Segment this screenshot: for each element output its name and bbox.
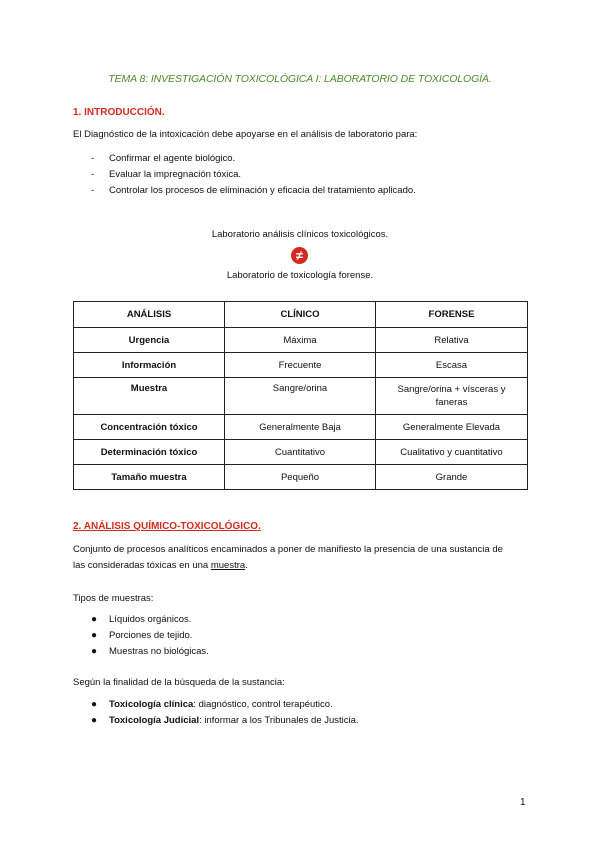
- list-item: - Controlar los procesos de eliminación y eficacia del tratamiento aplicado.: [91, 184, 416, 196]
- table-row: [74, 440, 528, 465]
- bullet-icon: ●: [91, 629, 98, 641]
- comparison-table: [73, 301, 528, 490]
- sample-types-list: [91, 611, 209, 659]
- table-cell: Pequeño: [225, 465, 376, 490]
- table-cell: Generalmente Baja: [225, 415, 376, 440]
- table-row-label: Urgencia: [74, 328, 225, 353]
- list-item: - Evaluar la impregnación tóxica.: [91, 168, 242, 180]
- table-header-cell: CLÍNICO: [225, 302, 376, 328]
- table-header-cell: FORENSE: [376, 302, 528, 328]
- sample-types-label: Tipos de muestras:: [73, 593, 154, 604]
- bullet-icon: ●: [91, 645, 98, 657]
- list-item: ● Líquidos orgánicos.: [91, 613, 192, 625]
- lab-clinical-label: Laboratorio análisis clínicos toxicológicos.: [211, 229, 389, 240]
- purpose-list: [91, 696, 359, 728]
- not-equal-icon: ≠: [291, 247, 308, 264]
- list-item: ● Toxicología Judicial : informar a los Tribunales de Justicia.: [91, 714, 359, 726]
- list-item: ● Porciones de tejido.: [91, 629, 193, 641]
- definition-paragraph: Conjunto de procesos analíticos encaminados a poner de manifiesto la presencia de una sustancia de las consideradas tóxicas en una muestra.: [73, 544, 503, 571]
- list-item: ● Toxicología clínica : diagnóstico, control terapéutico.: [91, 698, 333, 710]
- table-row-label: Determinación tóxico: [74, 440, 225, 465]
- list-item: - Confirmar el agente biológico.: [91, 152, 236, 164]
- table-cell: Escasa: [376, 353, 528, 378]
- table-row: [74, 353, 528, 378]
- page-title: TEMA 8: INVESTIGACIÓN TOXICOLÓGICA I: LABORATORIO DE TOXICOLOGÍA.: [108, 73, 492, 85]
- page-number: 1: [520, 797, 526, 808]
- table-row: [74, 328, 528, 353]
- table-row: [74, 465, 528, 490]
- lab-forensic-label: Laboratorio de toxicología forense.: [226, 270, 374, 281]
- bullet-icon: ●: [91, 714, 98, 726]
- table-cell: Máxima: [225, 328, 376, 353]
- table-cell: Cuantitativo: [225, 440, 376, 465]
- section-heading-introduccion: 1. INTRODUCCIÓN.: [73, 107, 165, 118]
- table-header-cell: ANÁLISIS: [74, 302, 225, 328]
- bullet-icon: ●: [91, 698, 98, 710]
- table-cell: Sangre/orina: [225, 378, 376, 415]
- table-row: [74, 415, 528, 440]
- list-item: ● Muestras no biológicas.: [91, 645, 209, 657]
- table-row-label: Muestra: [74, 378, 225, 415]
- table-cell: Relativa: [376, 328, 528, 353]
- table-row-label: Concentración tóxico: [74, 415, 225, 440]
- table-cell: Frecuente: [225, 353, 376, 378]
- muestra-link[interactable]: muestra: [210, 560, 246, 571]
- table-cell: Cualitativo y cuantitativo: [376, 440, 528, 465]
- table-cell: Grande: [376, 465, 528, 490]
- table-header-row: [74, 302, 528, 328]
- table-row: [74, 378, 528, 415]
- table-cell: Generalmente Elevada: [376, 415, 528, 440]
- objectives-list: [91, 150, 416, 198]
- table-row-label: Tamaño muestra: [74, 465, 225, 490]
- purpose-label: Según la finalidad de la búsqueda de la sustancia:: [73, 677, 285, 688]
- bullet-icon: ●: [91, 613, 98, 625]
- table-cell: Sangre/orina + vísceras y faneras: [376, 378, 528, 415]
- section-heading-analisis: 2. ANÁLISIS QUÍMICO-TOXICOLÓGICO.: [73, 521, 261, 532]
- table-row-label: Información: [74, 353, 225, 378]
- intro-paragraph: El Diagnóstico de la intoxicación debe apoyarse en el análisis de laboratorio para:: [73, 129, 418, 140]
